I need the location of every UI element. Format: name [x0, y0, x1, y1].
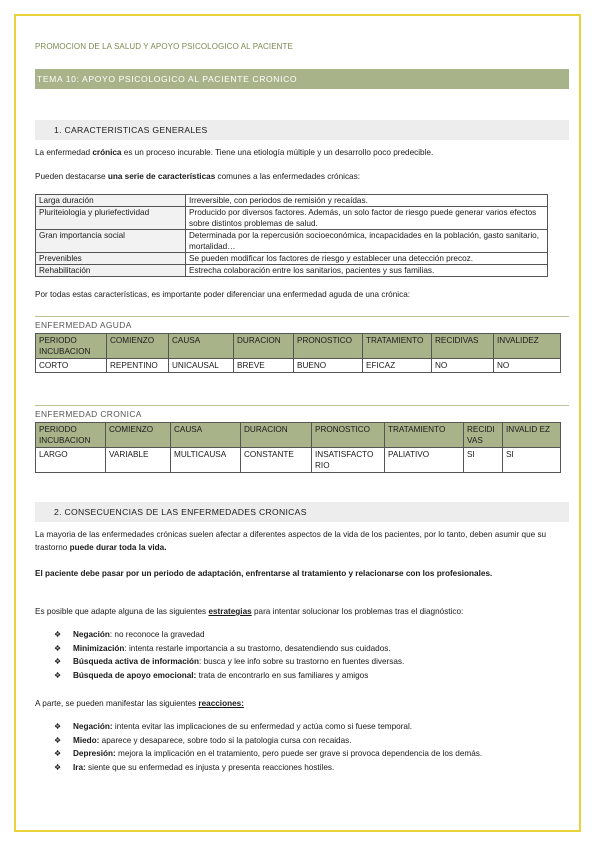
- characteristic-name: Larga duración: [36, 195, 186, 207]
- chronic-disease-table: [35, 422, 561, 473]
- table-cell: NO: [494, 359, 561, 373]
- intro-paragraph: La enfermedad crónica es un proceso incurable. Tiene una etiología múltiple y un desarrollo poco predecible.: [35, 148, 434, 157]
- acute-disease-table: [35, 333, 561, 373]
- column-header: PRONOSTICO: [312, 423, 385, 448]
- document-header: PROMOCION DE LA SALUD Y APOYO PSICOLOGICO AL PACIENTE: [35, 42, 293, 51]
- table-row: [36, 195, 548, 207]
- list-item: ❖ Búsqueda de apoyo emocional: trata de encontrarlo en sus familiares y amigos: [35, 669, 569, 683]
- acute-table-title: ENFERMEDAD AGUDA: [35, 320, 132, 330]
- characteristic-desc: Se pueden modificar los factores de riesgo y establecer una detección precoz.: [186, 253, 548, 265]
- diamond-bullet-icon: ❖: [54, 670, 62, 680]
- diamond-bullet-icon: ❖: [54, 749, 62, 759]
- reactions-intro: A parte, se pueden manifestar las siguientes reacciones:: [35, 699, 244, 708]
- characteristic-desc: Estrecha colaboración entre los sanitarios, pacientes y sus familias.: [186, 265, 548, 277]
- column-header: INVALIDEZ: [494, 334, 561, 359]
- characteristic-name: Prevenibles: [36, 253, 186, 265]
- list-item: ❖ Ira: siente que su enfermedad es injusta y presenta reacciones hostiles.: [35, 761, 569, 775]
- table-cell: MULTICAUSA: [171, 448, 241, 473]
- table-cell: BUENO: [294, 359, 363, 373]
- characteristic-desc: Irreversible, con periodos de remisión y recaídas.: [186, 195, 548, 207]
- column-header: TRATAMIENTO: [363, 334, 432, 359]
- strategies-intro: Es posible que adapte alguna de las siguientes estrategias para intentar solucionar los problemas tras el diagnóstico:: [35, 607, 464, 616]
- characteristic-desc: Producido por diversos factores. Además, un solo factor de riesgo puede generar varios efectos sobre distintos problemas de salud.: [186, 207, 548, 230]
- column-header: RECIDI VAS: [464, 423, 503, 448]
- topic-title-bar: TEMA 10: APOYO PSICOLOGICO AL PACIENTE CRONICO: [35, 69, 569, 89]
- adaptation-paragraph: El paciente debe pasar por un periodo de adaptación, enfrentarse al tratamiento y relacionarse con los profesionales.: [35, 569, 493, 578]
- characteristics-intro: Pueden destacarse una serie de características comunes a las enfermedades crónicas:: [35, 172, 360, 181]
- table-cell: VARIABLE: [106, 448, 171, 473]
- characteristic-name: Pluriteiologia y pluriefectividad: [36, 207, 186, 230]
- table-cell: NO: [432, 359, 494, 373]
- table-cell: SI: [503, 448, 561, 473]
- table-cell: CONSTANTE: [241, 448, 312, 473]
- characteristic-name: Rehabilitación: [36, 265, 186, 277]
- column-header: INVALID EZ: [503, 423, 561, 448]
- table-cell: LARGO: [36, 448, 106, 473]
- table-header-row: [36, 334, 561, 359]
- table-cell: SI: [464, 448, 503, 473]
- divider: [35, 405, 569, 406]
- comparison-intro: Por todas estas características, es importante poder diferenciar una enfermedad aguda de una crónica:: [35, 290, 411, 299]
- table-cell: REPENTINO: [107, 359, 169, 373]
- list-item: ❖ Depresión: mejora la implicación en el tratamiento, pero puede ser grave si provoca dependencia de los demás.: [35, 747, 569, 761]
- column-header: CAUSA: [171, 423, 241, 448]
- table-header-row: [36, 423, 561, 448]
- divider: [35, 316, 569, 317]
- section-1-title: 1. CARACTERISTICAS GENERALES: [35, 120, 569, 140]
- list-item: ❖ Búsqueda activa de información: busca y lee info sobre su trastorno en fuentes diversas.: [35, 655, 569, 669]
- list-item: ❖ Negación: intenta evitar las implicaciones de su enfermedad y actúa como si fuese temporal.: [35, 720, 569, 734]
- column-header: COMIENZO: [107, 334, 169, 359]
- diamond-bullet-icon: ❖: [54, 643, 62, 653]
- characteristic-desc: Determinada por la repercusión socioeconómica, incapacidades en la población, gasto sanitario, mortalidad…: [186, 230, 548, 253]
- column-header: CAUSA: [169, 334, 234, 359]
- table-row: [36, 253, 548, 265]
- diamond-bullet-icon: ❖: [54, 735, 62, 745]
- column-header: DURACION: [241, 423, 312, 448]
- section-2-title: 2. CONSECUENCIAS DE LAS ENFERMEDADES CRONICAS: [35, 502, 569, 522]
- diamond-bullet-icon: ❖: [54, 630, 62, 639]
- table-row: [36, 448, 561, 473]
- list-item: ❖ Miedo: aparece y desaparece, sobre todo si la patologia cursa con recaidas.: [35, 734, 569, 748]
- diamond-bullet-icon: ❖: [54, 762, 62, 772]
- characteristics-table: [35, 194, 548, 277]
- column-header: RECIDIVAS: [432, 334, 494, 359]
- table-cell: PALIATIVO: [385, 448, 464, 473]
- column-header: PERIODO INCUBACION: [36, 423, 106, 448]
- column-header: PERIODO INCUBACION: [36, 334, 107, 359]
- reactions-list: [35, 720, 569, 774]
- table-cell: BREVE: [234, 359, 294, 373]
- strategies-list: [35, 628, 569, 682]
- column-header: DURACION: [234, 334, 294, 359]
- table-cell: EFICAZ: [363, 359, 432, 373]
- consequences-paragraph: La mayoria de las enfermedades crónicas suelen afectar a diferentes aspectos de la vida de los pacientes, por lo tanto, deben asumir que su trastorno puede durar toda la vida.: [35, 530, 547, 552]
- table-row: [36, 207, 548, 230]
- table-row: [36, 265, 548, 277]
- diamond-bullet-icon: ❖: [54, 657, 62, 667]
- column-header: COMIENZO: [106, 423, 171, 448]
- characteristic-name: Gran importancia social: [36, 230, 186, 253]
- table-cell: CORTO: [36, 359, 107, 373]
- table-cell: INSATISFACTO RIO: [312, 448, 385, 473]
- column-header: TRATAMIENTO: [385, 423, 464, 448]
- chronic-table-title: ENFERMEDAD CRONICA: [35, 409, 142, 419]
- table-row: [36, 230, 548, 253]
- list-item: ❖ Negación: no reconoce la gravedad: [35, 628, 569, 642]
- diamond-bullet-icon: ❖: [54, 722, 62, 731]
- table-cell: UNICAUSAL: [169, 359, 234, 373]
- column-header: PRONOSTICO: [294, 334, 363, 359]
- table-row: [36, 359, 561, 373]
- list-item: ❖ Minimización: intenta restarle importancia a su trastorno, desatendiendo sus cuidados.: [35, 642, 569, 656]
